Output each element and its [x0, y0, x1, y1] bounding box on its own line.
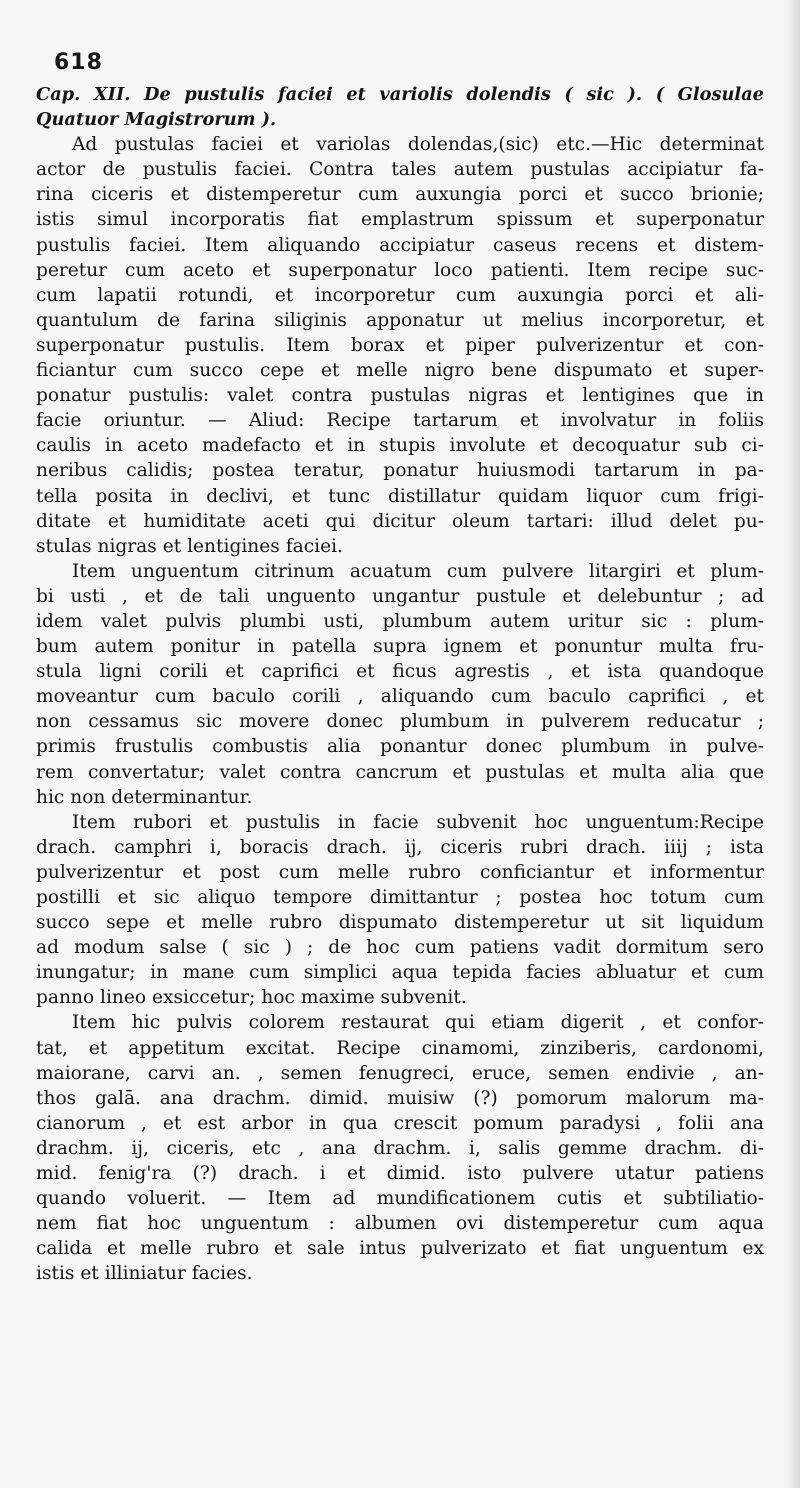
text-line: stula ligni corili et caprifici et ficus agrestis , et ista quandoque	[36, 661, 764, 683]
text-line: drachm. ij, ciceris, etc , ana drachm. i, salis gemme drachm. di-	[36, 1137, 764, 1159]
text-line: succo sepe et melle rubro dispumato distemperetur ut sit liquidum	[36, 912, 764, 934]
text-line: postilli et sic aliquo tempore dimittantur ; postea hoc totum cum	[36, 887, 764, 908]
text-line: peretur cum aceto et superponatur loco patienti. Item recipe suc-	[36, 259, 764, 281]
text-line: non cessamus sic movere donec plumbum in pulverem reducatur ;	[36, 711, 764, 733]
text-line: pustulis faciei. Item aliquando accipiatur caseus recens et distem-	[36, 234, 764, 256]
text-line: drach. camphri i, boracis drach. ij, ciceris rubri drach. iiij ; ista	[36, 836, 764, 858]
text-line: cum lapatii rotundi, et incorporetur cum auxungia porci et ali-	[36, 284, 764, 306]
text-line: calida et melle rubro et sale intus pulverizato et fiat unguentum ex	[36, 1238, 764, 1260]
text-line: neribus calidis; postea teratur, ponatur huiusmodi tartarum in pa-	[36, 460, 764, 482]
text-line: ponatur pustulis: valet contra pustulas nigras et lentigines que in	[36, 385, 764, 407]
paragraph	[36, 132, 764, 559]
text-line: moveantur cum baculo corili , aliquando cum baculo caprifici , et	[36, 686, 764, 708]
text-line: bum autem ponitur in patella supra ignem et ponuntur multa fru-	[36, 636, 764, 658]
text-line: actor de pustulis faciei. Contra tales autem pustulas accipiatur fa-	[36, 159, 764, 181]
text-line: facie oriuntur. — Aliud: Recipe tartarum et involvatur in foliis	[36, 410, 764, 432]
text-line: tella posita in declivi, et tunc distillatur quidam liquor cum frigi-	[36, 485, 764, 507]
text-line: istis simul incorporatis fiat emplastrum spissum et superponatur	[36, 209, 764, 231]
text-line: istis et illiniatur facies.	[36, 1263, 253, 1285]
paragraph	[36, 559, 764, 810]
text-line: Ad pustulas faciei et variolas dolendas,(sic) etc.—Hic determinat	[72, 134, 764, 156]
paragraph	[36, 1010, 764, 1286]
text-line: quando voluerit. — Item ad mundificationem cutis et subtiliatio-	[36, 1188, 764, 1210]
text-line: ad modum salse ( sic ) ; de hoc cum patiens vadit dormitum sero	[36, 937, 764, 959]
page-edge-shadow	[786, 0, 800, 1488]
text-line: quantulum de farina siliginis apponatur ut melius incorporetur, et	[36, 309, 764, 331]
text-line: rem convertatur; valet contra cancrum et pustulas et multa alia que	[36, 761, 764, 783]
text-line: rina ciceris et distemperetur cum auxungia porci et succo brionie;	[36, 184, 764, 206]
text-line: caulis in aceto madefacto et in stupis involute et decoquatur sub ci-	[36, 435, 764, 457]
paragraph	[36, 810, 764, 1011]
text-line: inungatur; in mane cum simplici aqua tepida facies abluatur et cum	[36, 962, 764, 984]
heading-line: Cap. XII. De pustulis faciei et variolis dolendis ( sic ). ( Glosulae	[36, 84, 764, 105]
text-line: tat, et appetitum excitat. Recipe cinamomi, zinziberis, cardonomi,	[36, 1037, 764, 1059]
text-line: mid. fenig'ra (?) drach. i et dimid. isto pulvere utatur patiens	[36, 1163, 764, 1185]
text-line: cianorum , et est arbor in qua crescit pomum paradysi , folii ana	[36, 1112, 764, 1134]
text-line: thos galā. ana drachm. dimid. muisiw (?) pomorum malorum ma-	[36, 1087, 764, 1109]
text-line: ficiantur cum succo cepe et melle nigro bene dispumato et super-	[36, 360, 764, 382]
text-line: bi usti , et de tali unguento ungantur pustule et delebuntur ; ad	[36, 585, 764, 607]
text-line: superponatur pustulis. Item borax et piper pulverizentur et con-	[36, 334, 764, 356]
text-line: pulverizentur et post cum melle rubro conficiantur et informentur	[36, 861, 764, 883]
text-line: primis frustulis combustis alia ponantur donec plumbum in pulve-	[36, 736, 764, 758]
text-line: nem fiat hoc unguentum : albumen ovi distemperetur cum aqua	[36, 1213, 764, 1235]
text-line: hic non determinantur.	[36, 786, 253, 808]
text-line: maiorane, carvi an. , semen fenugreci, eruce, semen endivie , an-	[36, 1062, 764, 1084]
text-column	[36, 46, 764, 1287]
heading-line: Quatuor Magistrorum ).	[36, 109, 277, 131]
text-line: idem valet pulvis plumbi usti, plumbum autem uritur sic : plum-	[36, 610, 764, 632]
text-line: Item unguentum citrinum acuatum cum pulvere litargiri et plum-	[72, 560, 764, 582]
text-line: panno lineo exsiccetur; hoc maxime subvenit.	[36, 987, 467, 1009]
text-line: ditate et humiditate aceti qui dicitur oleum tartari: illud delet pu-	[36, 510, 764, 532]
page-number: 618	[54, 50, 103, 75]
text-line: Item hic pulvis colorem restaurat qui etiam digerit , et confor-	[72, 1012, 764, 1034]
text-line: Item rubori et pustulis in facie subvenit hoc unguentum:Recipe	[72, 811, 764, 833]
body-text	[36, 132, 764, 1286]
text-line: stulas nigras et lentigines faciei.	[36, 535, 343, 557]
chapter-heading	[36, 82, 764, 132]
